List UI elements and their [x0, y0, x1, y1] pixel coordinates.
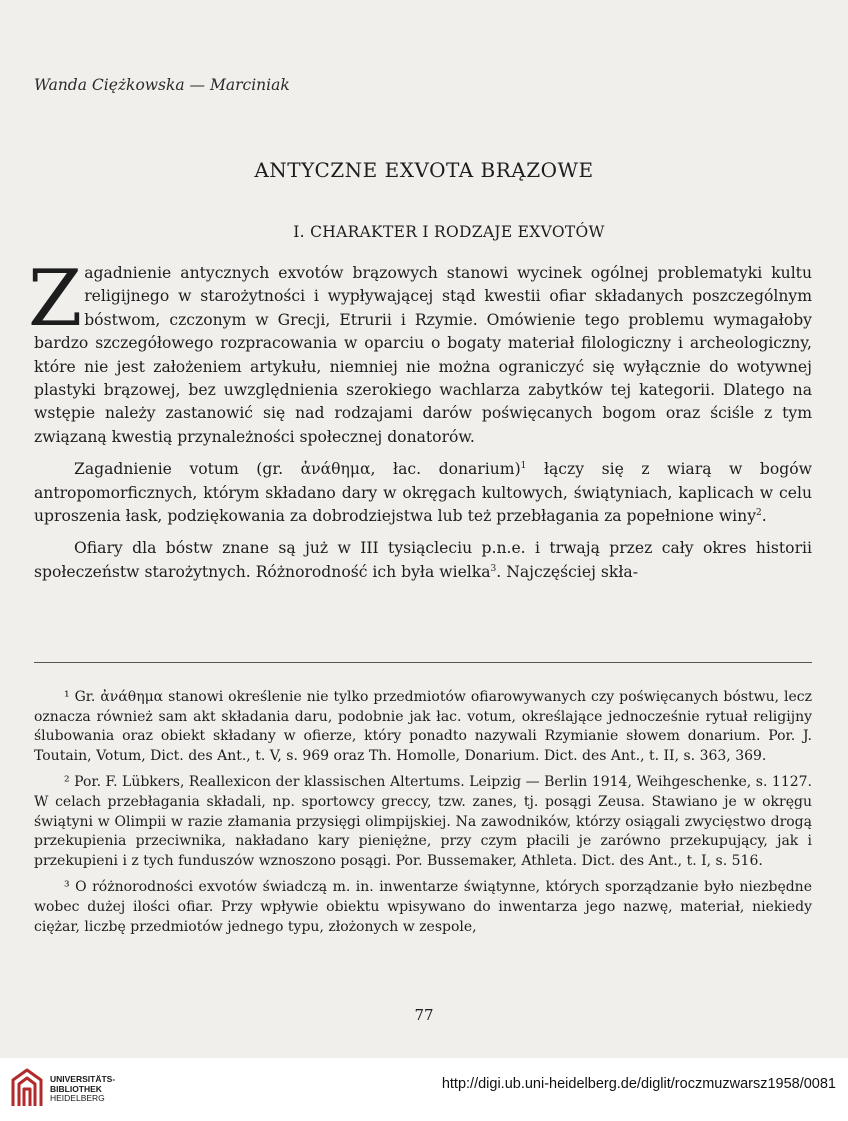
footnote-number: ³: [64, 879, 70, 896]
library-logo-icon[interactable]: [10, 1066, 44, 1110]
viewer-footer: [0, 1058, 848, 1121]
footnote-number: ¹: [64, 689, 70, 705]
footnote-1: [34, 688, 812, 766]
page-number: 77: [414, 1006, 434, 1024]
body-text: [28, 254, 812, 584]
footnotes: [34, 688, 812, 944]
paragraph-text: . Najczęściej skła-: [496, 562, 638, 581]
paragraph-text: łączy się z wiarą w bogów antropomorficznych, którym składano dary w okręgach kultowych, świątyniach, kaplicach w celu uproszenia łask, podziękowania za dobrodziejstwa lub też przebłagania za popełnione winy: [34, 460, 812, 526]
footnote-ref[interactable]: 1: [520, 461, 527, 472]
section-heading: I. CHARAKTER I RODZAJE EXVOTÓW: [293, 223, 605, 241]
running-head: Wanda Ciężkowska — Marciniak: [34, 76, 290, 94]
footnote-number: ²: [64, 774, 70, 791]
footnote-text: Gr. ἀνάθημα stanowi określenie nie tylko przedmiotów ofiarowywanych czy poświęcanych bóstwu, lecz oznacza również sam akt składania daru, podobnie jak łac. votum, określające jednocześnie rytuał religijny ślubowania oraz obiekt składany w ofierze, który ponadto nazywali Rzymianie słowem donarium. Por. J. Toutain, Votum, Dict. des Ant., t. V, s. 969 oraz Th. Homolle, Donarium. Dict. des Ant., t. II, s. 363, 369.: [34, 689, 812, 764]
paragraph-3: [34, 537, 812, 584]
paragraph-1: [28, 254, 812, 449]
paragraph-text: Zagadnienie votum (gr. ἀνάθημα, łac. donarium): [74, 460, 521, 479]
footnote-divider: [34, 662, 812, 663]
footnote-ref[interactable]: 3: [490, 563, 497, 574]
footnote-text: O różnorodności exvotów świadczą m. in. inwentarze świątynne, których sporządzanie było niezbędne wobec dużej ilości ofiar. Przy wpływie obiektu wpisywano do inwentarza jego nazwę, materiał, niekiedy ciężar, liczbę przedmiotów jednego typu, złożonych w zespole,: [34, 879, 812, 935]
paragraph-text: Ofiary dla bóstw znane są już w III tysiącleciu p.n.e. i trwają przez cały okres historii społeczeństw starożytnych. Różnorodność ich była wielka: [34, 539, 812, 581]
drop-cap: Z: [28, 254, 83, 344]
footnote-ref[interactable]: 2: [756, 507, 762, 518]
footnote-2: [34, 773, 812, 871]
footnote-3: [34, 878, 812, 937]
footnote-text: Por. F. Lübkers, Reallexicon der klassischen Altertums. Leipzig — Berlin 1914, Weihgeschenke, s. 1127. W celach przebłagania składali, np. sportowcy greccy, tzw. zanes, tj. posągi Zeusa. Stawiano je w okręgu świątyni w Olimpii w razie złamania przysięgi olimpijskiej. Na zawodników, którzy osiągali zwycięstwo drogą przekupienia przeciwnika, nakładano kary pieniężne, przy czym płacili je zarówno przekupujący, jak i przekupieni i z tych funduszów wznoszono posągi. Por. Bussemaker, Athleta. Dict. des Ant., t. I, s. 516.: [34, 774, 812, 869]
paragraph-text: agadnienie antycznych exvotów brązowych stanowi wycinek ogólnej problematyki kultu religijnego w starożytności i wypływającej stąd kwestii ofiar składanych poszczególnym bóstwom, czczonym w Grecji, Etrurii i Rzymie. Omówienie tego problemu wymagałoby bardzo szczegółowego rozpracowania w oparciu o bogaty materiał filologiczny i archeologiczny, które nie jest założeniem artykułu, niemniej nie można ograniczyć się wyłącznie do wotywnej plastyki brązowej, bez uwzględnienia szerokiego wachlarza zabytków tej kategorii. Dlatego na wstępie należy zastanowić się nad rodzajami darów poświęcanych bogom oraz ściśle z tym związaną kwestią przynależności społecznej donatorów.: [34, 264, 812, 446]
paragraph-text: .: [761, 507, 767, 526]
article-title: ANTYCZNE EXVOTA BRĄZOWE: [254, 158, 594, 182]
library-name: UNIVERSITÄTS- BIBLIOTHEK HEIDELBERG: [50, 1074, 116, 1103]
paragraph-2: [34, 458, 812, 528]
source-url-link[interactable]: http://digi.ub.uni-heidelberg.de/diglit/roczmuzwarsz1958/0081: [441, 1076, 836, 1092]
